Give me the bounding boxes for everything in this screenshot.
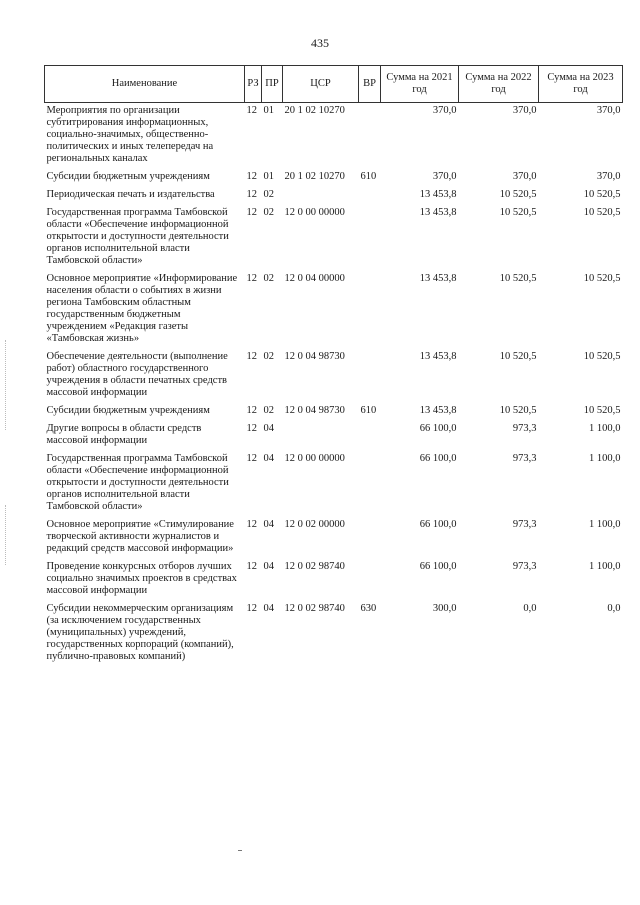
cell-pr: 02	[263, 189, 274, 200]
cell-sum-2023: 10 520,5	[583, 405, 621, 416]
cell-sum-2023: 1 100,0	[589, 561, 621, 572]
cell-rz: 12	[246, 423, 257, 434]
cell-vr	[359, 421, 381, 451]
cell-name: Основное мероприятие «Информирование населения области о событиях в жизни региона Тамбовским областным государственным бюджетным учреждением «Редакция газеты «Тамбовская жизнь»	[46, 273, 238, 344]
cell-sum-2023: 1 100,0	[589, 519, 621, 530]
cell-name: Проведение конкурсных отборов лучших социально значимых проектов в средствах массовой информации	[46, 561, 237, 596]
cell-name: Другие вопросы в области средств массовой информации	[46, 423, 202, 446]
cell-rz: 12	[246, 561, 257, 572]
binding-margin-mark	[5, 505, 6, 565]
cell-name: Обеспечение деятельности (выполнение работ) областного государственного учреждения в области печатных средств массовой информации	[46, 351, 228, 398]
cell-pr: 04	[263, 519, 274, 530]
table-row	[45, 451, 623, 517]
cell-pr: 02	[263, 405, 274, 416]
cell-sum-2023: 370,0	[596, 171, 621, 182]
cell-csr: 12 0 04 98730	[284, 405, 345, 416]
cell-csr: 12 0 02 98740	[284, 561, 345, 572]
cell-vr: 610	[360, 405, 377, 416]
cell-pr: 04	[263, 603, 274, 614]
cell-vr	[359, 349, 381, 403]
cell-sum-2021: 66 100,0	[419, 453, 457, 464]
cell-sum-2022: 973,3	[512, 519, 537, 530]
cell-pr: 04	[263, 561, 274, 572]
cell-sum-2022: 10 520,5	[499, 189, 537, 200]
header-vr: ВР	[359, 66, 381, 103]
binding-margin-mark	[5, 340, 6, 430]
header-rz: РЗ	[245, 66, 262, 103]
cell-csr: 20 1 02 10270	[284, 105, 345, 116]
budget-table	[44, 65, 623, 667]
cell-sum-2023: 10 520,5	[583, 189, 621, 200]
cell-sum-2021: 66 100,0	[419, 561, 457, 572]
cell-rz: 12	[246, 189, 257, 200]
table-row	[45, 187, 623, 205]
cell-vr	[359, 451, 381, 517]
cell-vr	[359, 103, 381, 170]
header-sum-2023: Сумма на 2023 год	[539, 66, 623, 103]
table-header	[45, 66, 623, 103]
table-row	[45, 559, 623, 601]
header-pr: ПР	[262, 66, 283, 103]
cell-sum-2022: 370,0	[512, 171, 537, 182]
page-number: 435	[311, 36, 329, 50]
cell-rz: 12	[246, 273, 257, 284]
cell-pr: 01	[263, 105, 274, 116]
cell-sum-2022: 973,3	[512, 561, 537, 572]
cell-vr: 630	[360, 603, 377, 614]
cell-rz: 12	[246, 405, 257, 416]
cell-sum-2021: 370,0	[432, 171, 457, 182]
cell-name: Субсидии бюджетным учреждениям	[46, 171, 210, 182]
cell-pr: 02	[263, 351, 274, 362]
cell-csr: 12 0 02 98740	[284, 603, 345, 614]
cell-pr: 02	[263, 273, 274, 284]
cell-sum-2023: 1 100,0	[589, 423, 621, 434]
cell-rz: 12	[246, 351, 257, 362]
cell-sum-2021: 370,0	[432, 105, 457, 116]
cell-csr	[283, 421, 359, 451]
cell-rz: 12	[246, 519, 257, 530]
cell-sum-2023: 1 100,0	[589, 453, 621, 464]
table-row	[45, 103, 623, 170]
cell-sum-2021: 66 100,0	[419, 423, 457, 434]
cell-pr: 02	[263, 207, 274, 218]
cell-pr: 01	[263, 171, 274, 182]
cell-pr: 04	[263, 423, 274, 434]
cell-vr	[359, 559, 381, 601]
cell-sum-2021: 13 453,8	[419, 273, 457, 284]
table-row	[45, 517, 623, 559]
cell-sum-2021: 66 100,0	[419, 519, 457, 530]
table-row	[45, 349, 623, 403]
cell-sum-2023: 0,0	[607, 603, 621, 614]
cell-sum-2022: 10 520,5	[499, 207, 537, 218]
cell-sum-2023: 370,0	[596, 105, 621, 116]
cell-sum-2022: 973,3	[512, 423, 537, 434]
cell-csr: 12 0 00 00000	[284, 207, 345, 218]
header-name: Наименование	[45, 66, 245, 103]
cell-csr: 20 1 02 10270	[284, 171, 345, 182]
cell-pr: 04	[263, 453, 274, 464]
cell-sum-2023: 10 520,5	[583, 273, 621, 284]
header-sum-2022: Сумма на 2022 год	[459, 66, 539, 103]
cell-vr	[359, 271, 381, 349]
table-row	[45, 271, 623, 349]
cell-csr: 12 0 02 00000	[284, 519, 345, 530]
scan-artifact	[238, 850, 242, 851]
cell-rz: 12	[246, 453, 257, 464]
cell-vr	[359, 187, 381, 205]
cell-sum-2022: 370,0	[512, 105, 537, 116]
cell-sum-2022: 973,3	[512, 453, 537, 464]
cell-sum-2022: 10 520,5	[499, 351, 537, 362]
table-row	[45, 421, 623, 451]
cell-sum-2022: 10 520,5	[499, 405, 537, 416]
cell-vr: 610	[360, 171, 377, 182]
header-sum-2021: Сумма на 2021 год	[381, 66, 459, 103]
cell-sum-2023: 10 520,5	[583, 351, 621, 362]
table-body	[45, 103, 623, 668]
cell-sum-2022: 10 520,5	[499, 273, 537, 284]
cell-rz: 12	[246, 105, 257, 116]
cell-sum-2022: 0,0	[523, 603, 537, 614]
cell-csr: 12 0 04 00000	[284, 273, 345, 284]
cell-sum-2021: 13 453,8	[419, 405, 457, 416]
cell-name: Субсидии некоммерческим организациям (за исключением государственных (муниципальных) учреждений, государственных корпораций (компаний), публично-правовых компаний)	[46, 603, 234, 662]
cell-rz: 12	[246, 207, 257, 218]
table-row	[45, 205, 623, 271]
cell-sum-2023: 10 520,5	[583, 207, 621, 218]
cell-csr: 12 0 04 98730	[284, 351, 345, 362]
header-csr: ЦСР	[283, 66, 359, 103]
cell-sum-2021: 13 453,8	[419, 207, 457, 218]
cell-csr	[283, 187, 359, 205]
cell-name: Государственная программа Тамбовской области «Обеспечение информационной открытости и доступности деятельности органов исполнительной власти Тамбовской области»	[46, 453, 229, 512]
cell-rz: 12	[246, 603, 257, 614]
cell-name: Субсидии бюджетным учреждениям	[46, 405, 210, 416]
cell-sum-2021: 13 453,8	[419, 189, 457, 200]
cell-name: Государственная программа Тамбовской области «Обеспечение информационной открытости и доступности деятельности органов исполнительной власти Тамбовской области»	[46, 207, 229, 266]
cell-vr	[359, 205, 381, 271]
cell-vr	[359, 517, 381, 559]
cell-name: Мероприятия по организации субтитрирования информационных, социально-значимых, общественно-политических и иных телепередач на региональных каналах	[46, 105, 214, 164]
cell-csr: 12 0 00 00000	[284, 453, 345, 464]
table-row	[45, 169, 623, 187]
cell-sum-2021: 13 453,8	[419, 351, 457, 362]
cell-name: Периодическая печать и издательства	[46, 189, 215, 200]
table-row	[45, 601, 623, 667]
cell-name: Основное мероприятие «Стимулирование творческой активности журналистов и редакций средств массовой информации»	[46, 519, 234, 554]
cell-rz: 12	[246, 171, 257, 182]
cell-sum-2021: 300,0	[432, 603, 457, 614]
table-row	[45, 403, 623, 421]
